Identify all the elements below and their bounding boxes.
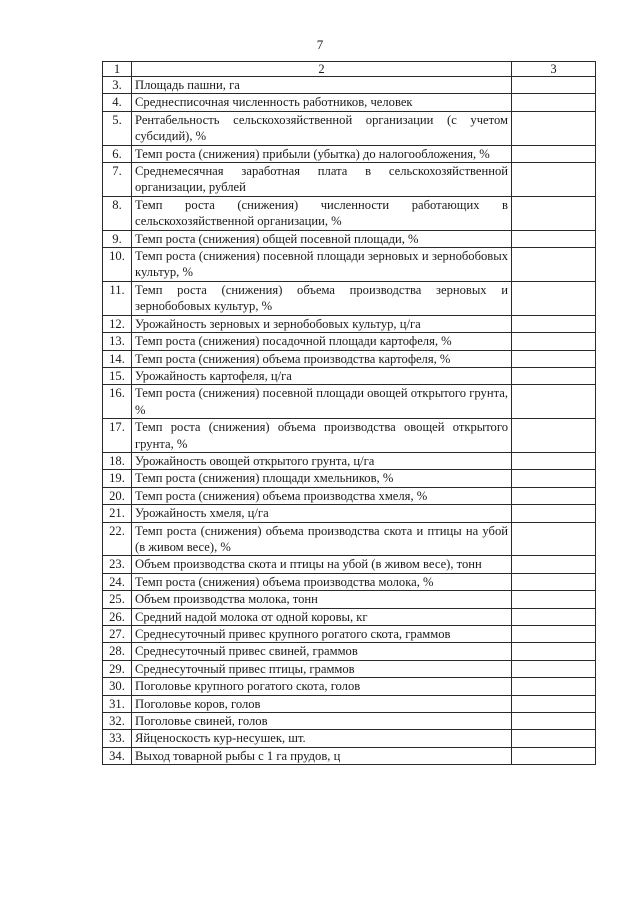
indicator-value-cell[interactable] xyxy=(512,281,596,315)
row-number: 11. xyxy=(103,281,132,315)
table-row xyxy=(103,111,596,145)
table-row xyxy=(103,248,596,282)
indicator-name: Яйценоскость кур-несушек, шт. xyxy=(132,730,512,747)
indicator-value-cell[interactable] xyxy=(512,385,596,419)
row-number: 12. xyxy=(103,315,132,332)
row-number: 24. xyxy=(103,573,132,590)
indicator-name: Темп роста (снижения) площади хмельников, % xyxy=(132,470,512,487)
table-row xyxy=(103,196,596,230)
row-number: 25. xyxy=(103,591,132,608)
table-row xyxy=(103,77,596,94)
row-number: 9. xyxy=(103,230,132,247)
table-row xyxy=(103,747,596,764)
indicator-value-cell[interactable] xyxy=(512,556,596,573)
indicator-value-cell[interactable] xyxy=(512,333,596,350)
table-row xyxy=(103,573,596,590)
indicator-name: Урожайность картофеля, ц/га xyxy=(132,367,512,384)
indicator-name: Темп роста (снижения) объема производства хмеля, % xyxy=(132,487,512,504)
indicator-value-cell[interactable] xyxy=(512,111,596,145)
indicator-name: Урожайность хмеля, ц/га xyxy=(132,505,512,522)
row-number: 8. xyxy=(103,196,132,230)
indicator-name: Поголовье коров, голов xyxy=(132,695,512,712)
indicator-name: Темп роста (снижения) объема производства овощей открытого грунта, % xyxy=(132,419,512,453)
indicator-value-cell[interactable] xyxy=(512,626,596,643)
table-row xyxy=(103,556,596,573)
indicator-name: Темп роста (снижения) посадочной площади картофеля, % xyxy=(132,333,512,350)
row-number: 3. xyxy=(103,77,132,94)
indicator-name: Темп роста (снижения) общей посевной площади, % xyxy=(132,230,512,247)
row-number: 32. xyxy=(103,713,132,730)
indicator-name: Темп роста (снижения) объема производства зерновых и зернобобовых культур, % xyxy=(132,281,512,315)
table-row xyxy=(103,385,596,419)
table-row xyxy=(103,230,596,247)
row-number: 10. xyxy=(103,248,132,282)
row-number: 18. xyxy=(103,452,132,469)
row-number: 13. xyxy=(103,333,132,350)
table-row xyxy=(103,94,596,111)
table-row xyxy=(103,470,596,487)
indicator-name: Темп роста (снижения) посевной площади овощей открытого грунта, % xyxy=(132,385,512,419)
indicator-name: Поголовье крупного рогатого скота, голов xyxy=(132,678,512,695)
indicator-name: Среднесуточный привес крупного рогатого скота, граммов xyxy=(132,626,512,643)
row-number: 28. xyxy=(103,643,132,660)
table-row xyxy=(103,522,596,556)
indicator-value-cell[interactable] xyxy=(512,248,596,282)
indicator-value-cell[interactable] xyxy=(512,591,596,608)
indicator-name: Урожайность овощей открытого грунта, ц/га xyxy=(132,452,512,469)
indicator-value-cell[interactable] xyxy=(512,608,596,625)
row-number: 21. xyxy=(103,505,132,522)
table-row xyxy=(103,315,596,332)
row-number: 31. xyxy=(103,695,132,712)
row-number: 26. xyxy=(103,608,132,625)
table-row xyxy=(103,367,596,384)
table-header-row xyxy=(103,62,596,77)
indicator-name: Выход товарной рыбы с 1 га прудов, ц xyxy=(132,747,512,764)
table-row xyxy=(103,452,596,469)
indicator-value-cell[interactable] xyxy=(512,163,596,197)
indicator-value-cell[interactable] xyxy=(512,695,596,712)
page-number: 7 xyxy=(316,37,324,52)
row-number: 27. xyxy=(103,626,132,643)
indicators-table xyxy=(102,61,596,765)
table-row xyxy=(103,505,596,522)
table-row xyxy=(103,591,596,608)
row-number: 34. xyxy=(103,747,132,764)
indicator-value-cell[interactable] xyxy=(512,522,596,556)
indicator-value-cell[interactable] xyxy=(512,94,596,111)
table-row xyxy=(103,487,596,504)
table-row xyxy=(103,163,596,197)
row-number: 22. xyxy=(103,522,132,556)
indicator-name: Объем производства молока, тонн xyxy=(132,591,512,608)
indicator-name: Темп роста (снижения) объема производства картофеля, % xyxy=(132,350,512,367)
indicator-value-cell[interactable] xyxy=(512,145,596,162)
row-number: 29. xyxy=(103,660,132,677)
indicator-value-cell[interactable] xyxy=(512,660,596,677)
indicator-name: Урожайность зерновых и зернобобовых культур, ц/га xyxy=(132,315,512,332)
row-number: 4. xyxy=(103,94,132,111)
row-number: 30. xyxy=(103,678,132,695)
row-number: 23. xyxy=(103,556,132,573)
row-number: 17. xyxy=(103,419,132,453)
indicator-value-cell[interactable] xyxy=(512,315,596,332)
indicator-name: Темп роста (снижения) прибыли (убытка) до налогообложения, % xyxy=(132,145,512,162)
table-row xyxy=(103,713,596,730)
indicator-value-cell[interactable] xyxy=(512,77,596,94)
table-row xyxy=(103,608,596,625)
table-row xyxy=(103,730,596,747)
indicator-value-cell[interactable] xyxy=(512,350,596,367)
indicator-value-cell[interactable] xyxy=(512,419,596,453)
indicator-name: Среднесписочная численность работников, человек xyxy=(132,94,512,111)
table-row xyxy=(103,419,596,453)
indicator-value-cell[interactable] xyxy=(512,730,596,747)
indicator-value-cell[interactable] xyxy=(512,573,596,590)
table-row xyxy=(103,281,596,315)
row-number: 19. xyxy=(103,470,132,487)
indicator-value-cell[interactable] xyxy=(512,643,596,660)
table-row xyxy=(103,350,596,367)
table-row xyxy=(103,695,596,712)
indicator-value-cell[interactable] xyxy=(512,487,596,504)
indicator-name: Среднесуточный привес свиней, граммов xyxy=(132,643,512,660)
table-row xyxy=(103,145,596,162)
table-row xyxy=(103,660,596,677)
indicator-value-cell[interactable] xyxy=(512,713,596,730)
column-header-indicator: 2 xyxy=(132,62,512,77)
indicator-name: Объем производства скота и птицы на убой (в живом весе), тонн xyxy=(132,556,512,573)
indicator-name: Темп роста (снижения) посевной площади зерновых и зернобобовых культур, % xyxy=(132,248,512,282)
indicator-value-cell[interactable] xyxy=(512,747,596,764)
row-number: 14. xyxy=(103,350,132,367)
row-number: 33. xyxy=(103,730,132,747)
indicator-name: Площадь пашни, га xyxy=(132,77,512,94)
row-number: 6. xyxy=(103,145,132,162)
table-row xyxy=(103,678,596,695)
indicator-name: Средний надой молока от одной коровы, кг xyxy=(132,608,512,625)
indicator-name: Среднемесячная заработная плата в сельскохозяйственной организации, рублей xyxy=(132,163,512,197)
indicator-name: Темп роста (снижения) численности работающих в сельскохозяйственной организации, % xyxy=(132,196,512,230)
column-header-value: 3 xyxy=(512,62,596,77)
indicator-value-cell[interactable] xyxy=(512,230,596,247)
table-row xyxy=(103,626,596,643)
indicator-value-cell[interactable] xyxy=(512,452,596,469)
indicator-name: Рентабельность сельскохозяйственной организации (с учетом субсидий), % xyxy=(132,111,512,145)
row-number: 5. xyxy=(103,111,132,145)
indicator-name: Среднесуточный привес птицы, граммов xyxy=(132,660,512,677)
column-header-number: 1 xyxy=(103,62,132,77)
indicator-value-cell[interactable] xyxy=(512,505,596,522)
row-number: 20. xyxy=(103,487,132,504)
indicator-value-cell[interactable] xyxy=(512,470,596,487)
row-number: 16. xyxy=(103,385,132,419)
indicator-name: Поголовье свиней, голов xyxy=(132,713,512,730)
row-number: 7. xyxy=(103,163,132,197)
table-row xyxy=(103,643,596,660)
indicator-value-cell[interactable] xyxy=(512,196,596,230)
indicator-value-cell[interactable] xyxy=(512,367,596,384)
indicator-value-cell[interactable] xyxy=(512,678,596,695)
table-row xyxy=(103,333,596,350)
indicator-name: Темп роста (снижения) объема производства скота и птицы на убой (в живом весе), % xyxy=(132,522,512,556)
indicator-name: Темп роста (снижения) объема производства молока, % xyxy=(132,573,512,590)
row-number: 15. xyxy=(103,367,132,384)
